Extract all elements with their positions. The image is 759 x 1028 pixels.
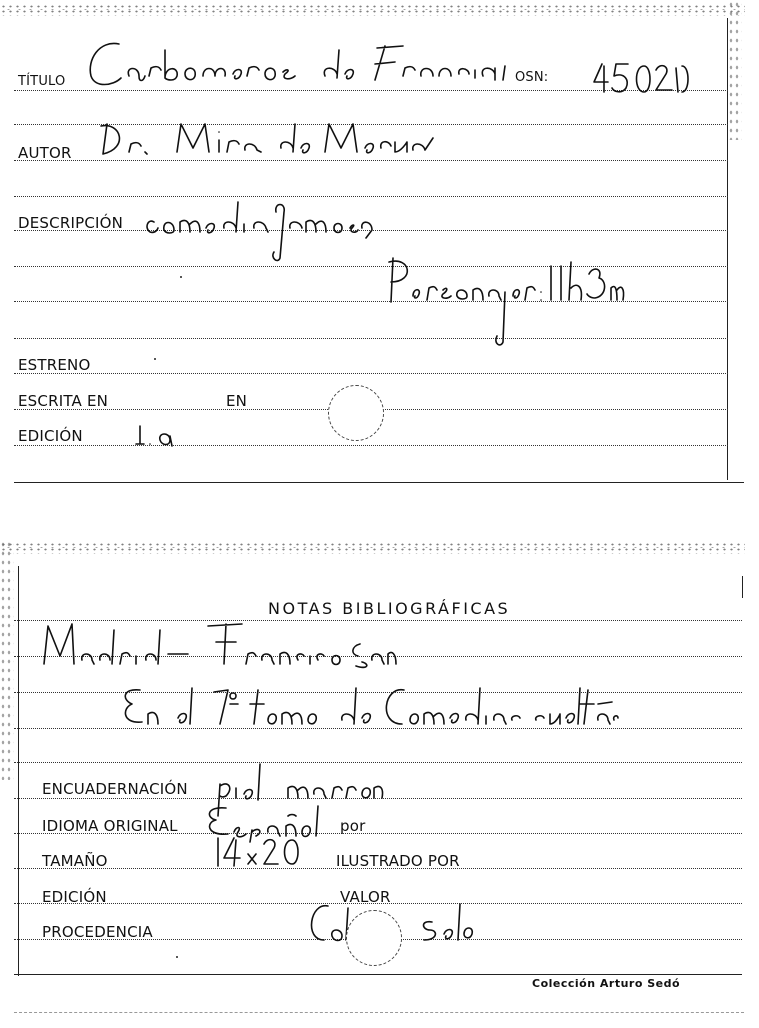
ink-dot bbox=[154, 358, 156, 360]
card-right-border bbox=[727, 18, 728, 480]
catalog-card-bottom bbox=[0, 540, 745, 1010]
ink-dot bbox=[176, 956, 178, 958]
ilustrado-por-label: ILUSTRADO POR bbox=[336, 852, 460, 870]
valor-label: VALOR bbox=[340, 888, 391, 906]
catalog-card-top bbox=[0, 0, 745, 492]
handwritten-tamano bbox=[212, 832, 308, 872]
titulo-label: TÍTULO bbox=[18, 74, 66, 89]
handwritten-personajes bbox=[385, 252, 625, 348]
punch-hole bbox=[328, 385, 384, 441]
handwritten-notas-line-2 bbox=[118, 680, 618, 738]
ruled-line bbox=[14, 373, 728, 374]
en-label: EN bbox=[226, 392, 248, 410]
card-bottom-border bbox=[14, 974, 742, 975]
idioma-original-label: IDIOMA ORIGINAL bbox=[42, 817, 178, 835]
card-edge-texture bbox=[0, 542, 745, 554]
card-edge-texture bbox=[0, 4, 745, 16]
ruled-line bbox=[14, 445, 728, 446]
card-left-border bbox=[18, 566, 19, 976]
ink-dot bbox=[180, 276, 182, 278]
escrita-en-label: ESCRITA EN bbox=[18, 392, 109, 410]
por-label: por bbox=[340, 817, 366, 835]
handwritten-notas-line-1 bbox=[38, 616, 398, 676]
edicion-label: EDICIÓN bbox=[18, 427, 83, 445]
card-right-edge bbox=[742, 576, 743, 598]
estreno-label: ESTRENO bbox=[18, 356, 91, 374]
ruled-line bbox=[14, 196, 728, 197]
scan-edge bbox=[14, 1012, 744, 1013]
collection-credit: Colección Arturo Sedó bbox=[532, 977, 681, 990]
record-number-prefix: OSN: bbox=[515, 70, 549, 85]
handwritten-edicion bbox=[130, 418, 180, 452]
punch-hole bbox=[346, 910, 402, 966]
handwritten-record-number bbox=[590, 58, 690, 98]
notas-bibliograficas-heading: NOTAS BIBLIOGRÁFICAS bbox=[268, 599, 511, 618]
edicion-label: EDICIÓN bbox=[42, 888, 107, 906]
encuadernacion-label: ENCUADERNACIÓN bbox=[42, 780, 188, 798]
handwritten-titulo bbox=[85, 36, 545, 94]
handwritten-descripcion bbox=[144, 198, 374, 270]
card-edge-texture bbox=[0, 540, 14, 780]
tamano-label: TAMAÑO bbox=[42, 852, 108, 870]
handwritten-autor bbox=[95, 118, 435, 166]
card-edge-texture bbox=[728, 0, 742, 140]
descripcion-label: DESCRIPCIÓN bbox=[18, 214, 124, 232]
procedencia-label: PROCEDENCIA bbox=[42, 923, 153, 941]
card-bottom-border bbox=[14, 482, 744, 483]
autor-label: AUTOR bbox=[18, 144, 72, 162]
